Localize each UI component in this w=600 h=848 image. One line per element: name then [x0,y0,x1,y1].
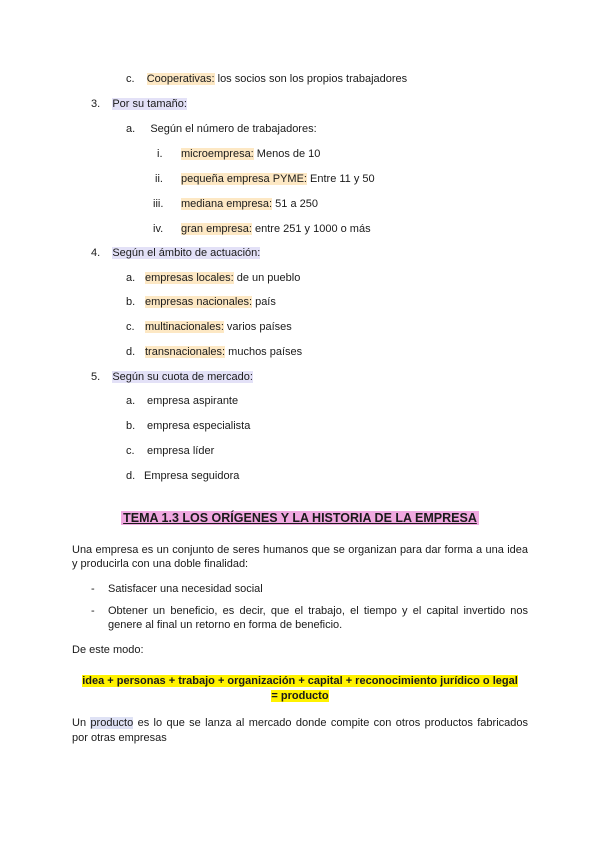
term-multinacionales: multinacionales: [145,321,224,333]
list-marker: d. [126,470,136,482]
term-mediana: mediana empresa: [181,198,273,210]
term-description: entre 251 y 1000 o más [251,223,371,235]
term-description: Entre 11 y 50 [306,173,375,185]
bullet-marker: - [91,605,95,617]
list-heading-market: Según su cuota de mercado: [112,371,253,383]
list-marker: iii. [153,198,164,210]
list-heading-scope: Según el ámbito de actuación: [112,247,261,259]
term-description: 51 a 250 [272,198,318,210]
list-marker: d. [126,346,136,358]
list-item-market-aspirante [126,394,238,408]
list-item-scope-multinational [126,320,292,334]
list-text: Empresa seguidora [144,470,240,482]
term-locales: empresas locales: [145,272,234,284]
list-marker: b. [126,296,136,308]
term-description: de un pueblo [233,272,301,284]
list-marker: ii. [155,173,163,185]
list-marker: c. [126,73,135,85]
term-pyme: pequeña empresa PYME: [181,173,307,185]
bullet-text-social: Satisfacer una necesidad social [108,583,263,595]
list-item-market-lider [126,444,214,458]
section-title-text: TEMA 1.3 LOS ORÍGENES Y LA HISTORIA DE LA EMPRESA [123,511,477,525]
list-marker: i. [157,148,163,160]
list-marker: b. [126,420,136,432]
formula-line-2: = producto [271,690,329,702]
term-microempresa: microempresa: [181,148,254,160]
section-title [0,510,600,526]
list-item-scope-local [126,271,300,285]
intro-paragraph: Una empresa es un conjunto de seres humanos que se organizan para dar forma a una idea y producirla con una doble finalidad: [72,544,528,570]
term-description: Menos de 10 [253,148,321,160]
term-description: muchos países [225,346,303,358]
list-text: empresa líder [147,445,215,457]
closing-paragraph [72,716,528,746]
term-description: varios países [223,321,292,333]
list-marker: a. [126,272,136,284]
list-marker: a. [126,123,136,135]
closing-pre: Un [72,717,91,729]
formula [72,674,528,704]
term-description: los socios son los propios trabajadores [214,73,408,85]
list-text: empresa especialista [147,420,251,432]
list-marker: 4. [91,247,101,259]
bullet-marker: - [91,583,95,595]
list-item-3 [91,97,187,111]
term-nacionales: empresas nacionales: [145,296,253,308]
list-marker: c. [126,321,135,333]
term-transnacionales: transnacionales: [145,346,226,358]
term-cooperativas: Cooperativas: [146,73,215,85]
closing-post: es lo que se lanza al mercado donde compite con otros productos fabricados por otras empresas [72,717,528,744]
term-description: país [252,296,276,308]
list-text: empresa aspirante [147,395,239,407]
list-item-scope-transnational [126,345,302,359]
list-item-size-mediana [153,197,318,211]
list-item-cooperativas [126,72,407,86]
list-item-5 [91,370,253,384]
list-item-size-gran [153,222,371,236]
list-item-4 [91,246,260,260]
term-producto: producto [90,717,134,729]
list-marker: 3. [91,98,101,110]
list-marker: c. [126,445,135,457]
term-gran-empresa: gran empresa: [181,223,252,235]
list-marker: iv. [153,223,164,235]
list-marker: a. [126,395,136,407]
list-marker: 5. [91,371,101,383]
list-item-scope-national [126,295,276,309]
list-item-market-especialista [126,419,250,433]
mode-label: De este modo: [72,644,144,656]
list-item-market-seguidora [126,469,239,483]
bullet-text-benefit: Obtener un beneficio, es decir, que el trabajo, el tiempo y el capital invertido nos genere al final un retorno en forma de beneficio. [108,605,528,631]
list-text: Según el número de trabajadores: [150,123,317,135]
list-item-size-micro [157,147,320,161]
list-item-size-pyme [155,172,375,186]
list-item-3a [126,122,317,136]
formula-line-1: idea + personas + trabajo + organización + capital + reconocimiento jurídico o legal [82,675,518,687]
list-heading-size: Por su tamaño: [112,98,187,110]
